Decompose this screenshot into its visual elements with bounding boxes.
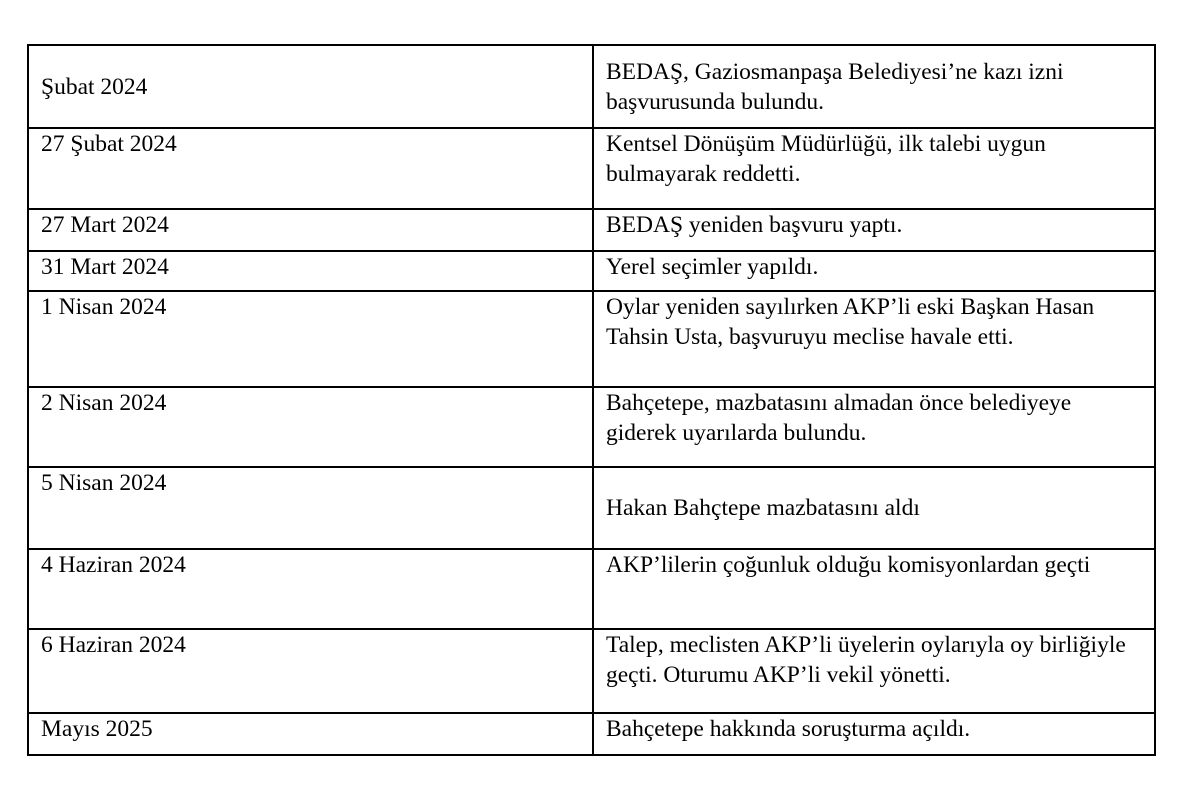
date-cell: 6 Haziran 2024 xyxy=(28,629,593,713)
date-cell: 27 Mart 2024 xyxy=(28,209,593,251)
date-cell: 2 Nisan 2024 xyxy=(28,387,593,467)
timeline-body xyxy=(28,45,1155,755)
table-row xyxy=(28,387,1155,467)
date-cell: 31 Mart 2024 xyxy=(28,251,593,291)
table-row xyxy=(28,251,1155,291)
event-cell: Oylar yeniden sayılırken AKP’li eski Başkan Hasan Tahsin Usta, başvuruyu meclise havale etti. xyxy=(593,291,1155,387)
event-cell: Kentsel Dönüşüm Müdürlüğü, ilk talebi uygun bulmayarak reddetti. xyxy=(593,128,1155,209)
event-cell: Talep, meclisten AKP’li üyelerin oylarıyla oy birliğiyle geçti. Oturumu AKP’li vekil yönetti. xyxy=(593,629,1155,713)
table-row xyxy=(28,45,1155,128)
table-row xyxy=(28,209,1155,251)
table-row xyxy=(28,128,1155,209)
event-cell: Hakan Bahçtepe mazbatasını aldı xyxy=(593,467,1155,549)
event-cell: Bahçetepe, mazbatasını almadan önce belediyeye giderek uyarılarda bulundu. xyxy=(593,387,1155,467)
date-cell: 1 Nisan 2024 xyxy=(28,291,593,387)
event-cell: Bahçetepe hakkında soruşturma açıldı. xyxy=(593,713,1155,755)
table-row xyxy=(28,467,1155,549)
date-cell: Şubat 2024 xyxy=(28,45,593,128)
event-cell: AKP’lilerin çoğunluk olduğu komisyonlardan geçti xyxy=(593,549,1155,629)
timeline-table xyxy=(27,44,1156,756)
table-row xyxy=(28,549,1155,629)
date-cell: 27 Şubat 2024 xyxy=(28,128,593,209)
event-cell: BEDAŞ, Gaziosmanpaşa Belediyesi’ne kazı izni başvurusunda bulundu. xyxy=(593,45,1155,128)
table-row xyxy=(28,291,1155,387)
table-row xyxy=(28,629,1155,713)
date-cell: Mayıs 2025 xyxy=(28,713,593,755)
event-cell: Yerel seçimler yapıldı. xyxy=(593,251,1155,291)
date-cell: 4 Haziran 2024 xyxy=(28,549,593,629)
table-row xyxy=(28,713,1155,755)
date-cell: 5 Nisan 2024 xyxy=(28,467,593,549)
event-cell: BEDAŞ yeniden başvuru yaptı. xyxy=(593,209,1155,251)
